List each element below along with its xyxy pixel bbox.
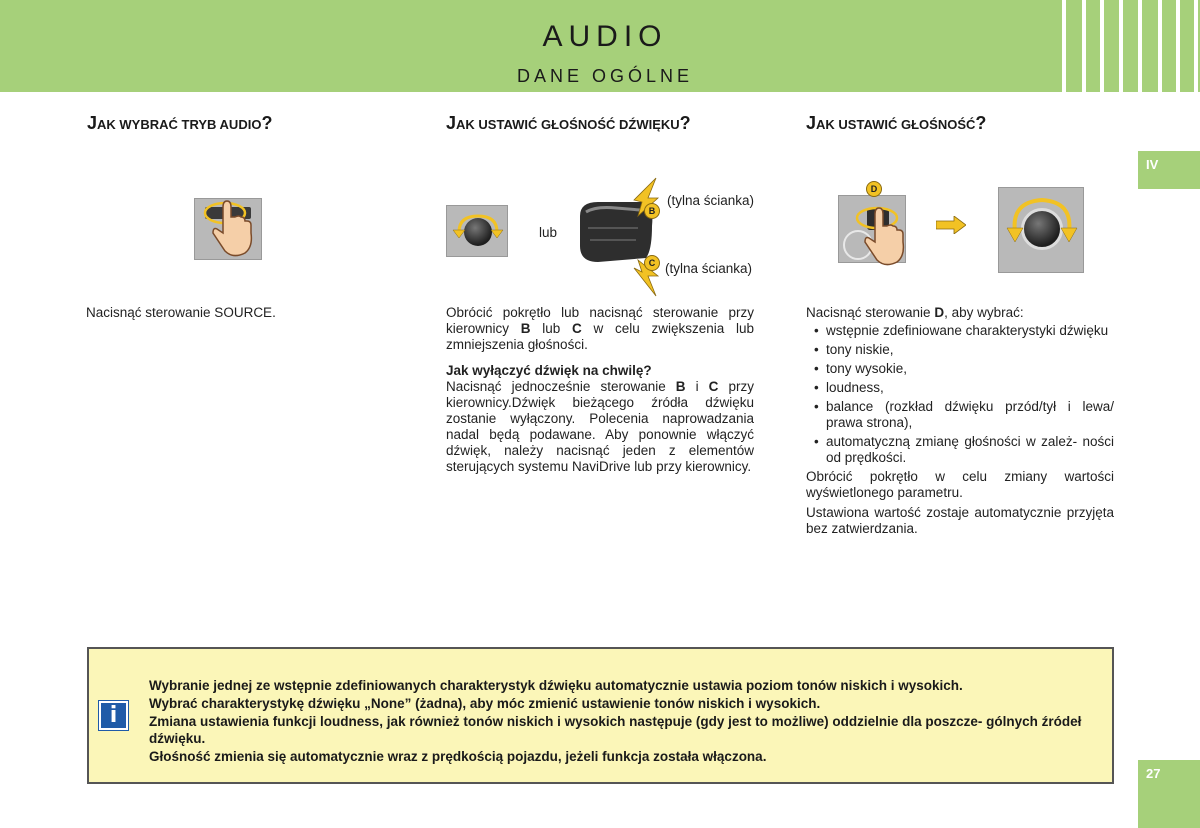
heading-sound-settings — [806, 113, 986, 134]
volume-text-block — [446, 305, 754, 479]
badge-c: C — [644, 255, 660, 271]
text-run: , aby wybrać: — [944, 305, 1024, 320]
label-c-back: (tylna ścianka) — [665, 261, 753, 276]
text-run: Nacisnąć sterowanie — [806, 305, 935, 320]
text-run: lub — [530, 321, 572, 336]
page-number: 27 — [1138, 760, 1200, 828]
control-b-ref: B — [520, 321, 531, 336]
list-item: • tony wysokie, — [814, 361, 1114, 377]
info-line: Wybranie jednej ze wstępnie zdefiniowanych charakterystyk dźwięku automatycznie ustawia poziom tonów niskich i wysokich. — [149, 678, 963, 693]
mute-heading-text: Jak wyłączyć dźwięk na chwilę? — [446, 363, 652, 378]
page-subtitle: DANE OGÓLNE — [516, 66, 694, 86]
heading-text: AK WYBRAĆ TRYB AUDIO — [97, 117, 262, 132]
mute-sub-heading — [446, 363, 754, 379]
info-box — [87, 647, 1114, 784]
audio-mode-text: Nacisnąć sterowanie SOURCE. — [86, 305, 276, 320]
list-item: • balance (rozkład dźwięku przód/tył i lewa/ prawa strona), — [814, 399, 1114, 431]
sound-settings-text-block — [806, 305, 1114, 541]
d-button-illustration — [838, 195, 906, 263]
badge-d: D — [866, 181, 882, 197]
sound-intro — [806, 305, 1114, 321]
heading-initial: J — [87, 113, 98, 133]
source-panel-illustration — [194, 198, 262, 260]
volume-knob-illustration — [446, 205, 508, 257]
heading-text: AK USTAWIĆ GŁOŚNOŚĆ — [816, 117, 976, 132]
heading-question: ? — [975, 113, 987, 133]
heading-initial: J — [806, 113, 817, 133]
badge-b: B — [644, 203, 660, 219]
list-item: • tony niskie, — [814, 342, 1114, 358]
info-line: Wybrać charakterystykę dźwięku „None” (żadna), aby móc zmienić ustawienie tonów niskich i wysokich. — [149, 696, 821, 711]
info-line: Zmiana ustawienia funkcji loudness, jak również tonów niskich i wysokich następuje (gdy jest to możliwe) oddzielnie dla poszcze- gólnych źródeł dźwięku. — [149, 714, 1082, 746]
heading-initial: J — [446, 113, 457, 133]
rotate-arrows-icon — [451, 208, 505, 256]
text-run: przy kierownicy.Dźwięk bieżącego źródła dźwięku zostanie wyłączony. Polecenia naprowadzania nadal będą podawane. Aby ponownie włączyć dźwięk, należy nacisnąć jeden z elementów sterujących systemu NaviDrive lub przy kierownicy. — [446, 379, 754, 474]
heading-audio-mode — [87, 113, 272, 134]
rotary-knob-illustration — [998, 187, 1084, 273]
label-b-back: (tylna ścianka) — [667, 193, 755, 208]
label-or: lub — [539, 225, 558, 240]
hand-press-icon — [847, 198, 907, 276]
heading-question: ? — [679, 113, 691, 133]
control-c-ref: C — [571, 321, 582, 336]
info-text — [149, 677, 1104, 766]
chapter-tab: IV — [1138, 151, 1200, 189]
text-run: i — [685, 379, 709, 394]
control-d-ref: D — [934, 305, 945, 320]
info-icon: i — [99, 701, 128, 730]
mute-paragraph — [446, 379, 754, 475]
control-b-ref: B — [675, 379, 686, 394]
control-c-ref: C — [708, 379, 719, 394]
heading-text: AK USTAWIĆ GŁOŚNOŚĆ DŹWIĘKU — [456, 117, 680, 132]
list-item: • automatyczną zmianę głośności w zależ- ności od prędkości. — [814, 434, 1114, 466]
auto-accept-paragraph: Ustawiona wartość zostaje automatycznie przyjęta bez zatwierdzania. — [806, 505, 1114, 536]
list-item: • loudness, — [814, 380, 1114, 396]
text-run: w celu zwiększenia lub zmniejszenia głośności. — [446, 321, 754, 352]
sound-options-list — [806, 323, 1114, 466]
rotate-arrows-icon — [1003, 192, 1081, 252]
list-item: • wstępnie zdefiniowane charakterystyki dźwięku — [814, 323, 1114, 339]
arrow-right-icon — [936, 216, 966, 234]
text-run: Nacisnąć jednocześnie sterowanie — [446, 379, 676, 394]
text-run: Obrócić pokrętło lub nacisnąć sterowanie przy kierownicy — [446, 305, 754, 336]
heading-volume — [446, 113, 691, 134]
turn-knob-paragraph: Obrócić pokrętło w celu zmiany wartości wyświetlonego parametru. — [806, 469, 1114, 500]
heading-question: ? — [261, 113, 273, 133]
hand-press-icon — [199, 193, 263, 261]
page-title: AUDIO — [542, 20, 668, 53]
info-line: Głośność zmienia się automatycznie wraz z prędkością pojazdu, jeżeli funkcja została włączona. — [149, 749, 767, 764]
volume-paragraph — [446, 305, 754, 353]
steering-control-icon — [576, 176, 666, 298]
